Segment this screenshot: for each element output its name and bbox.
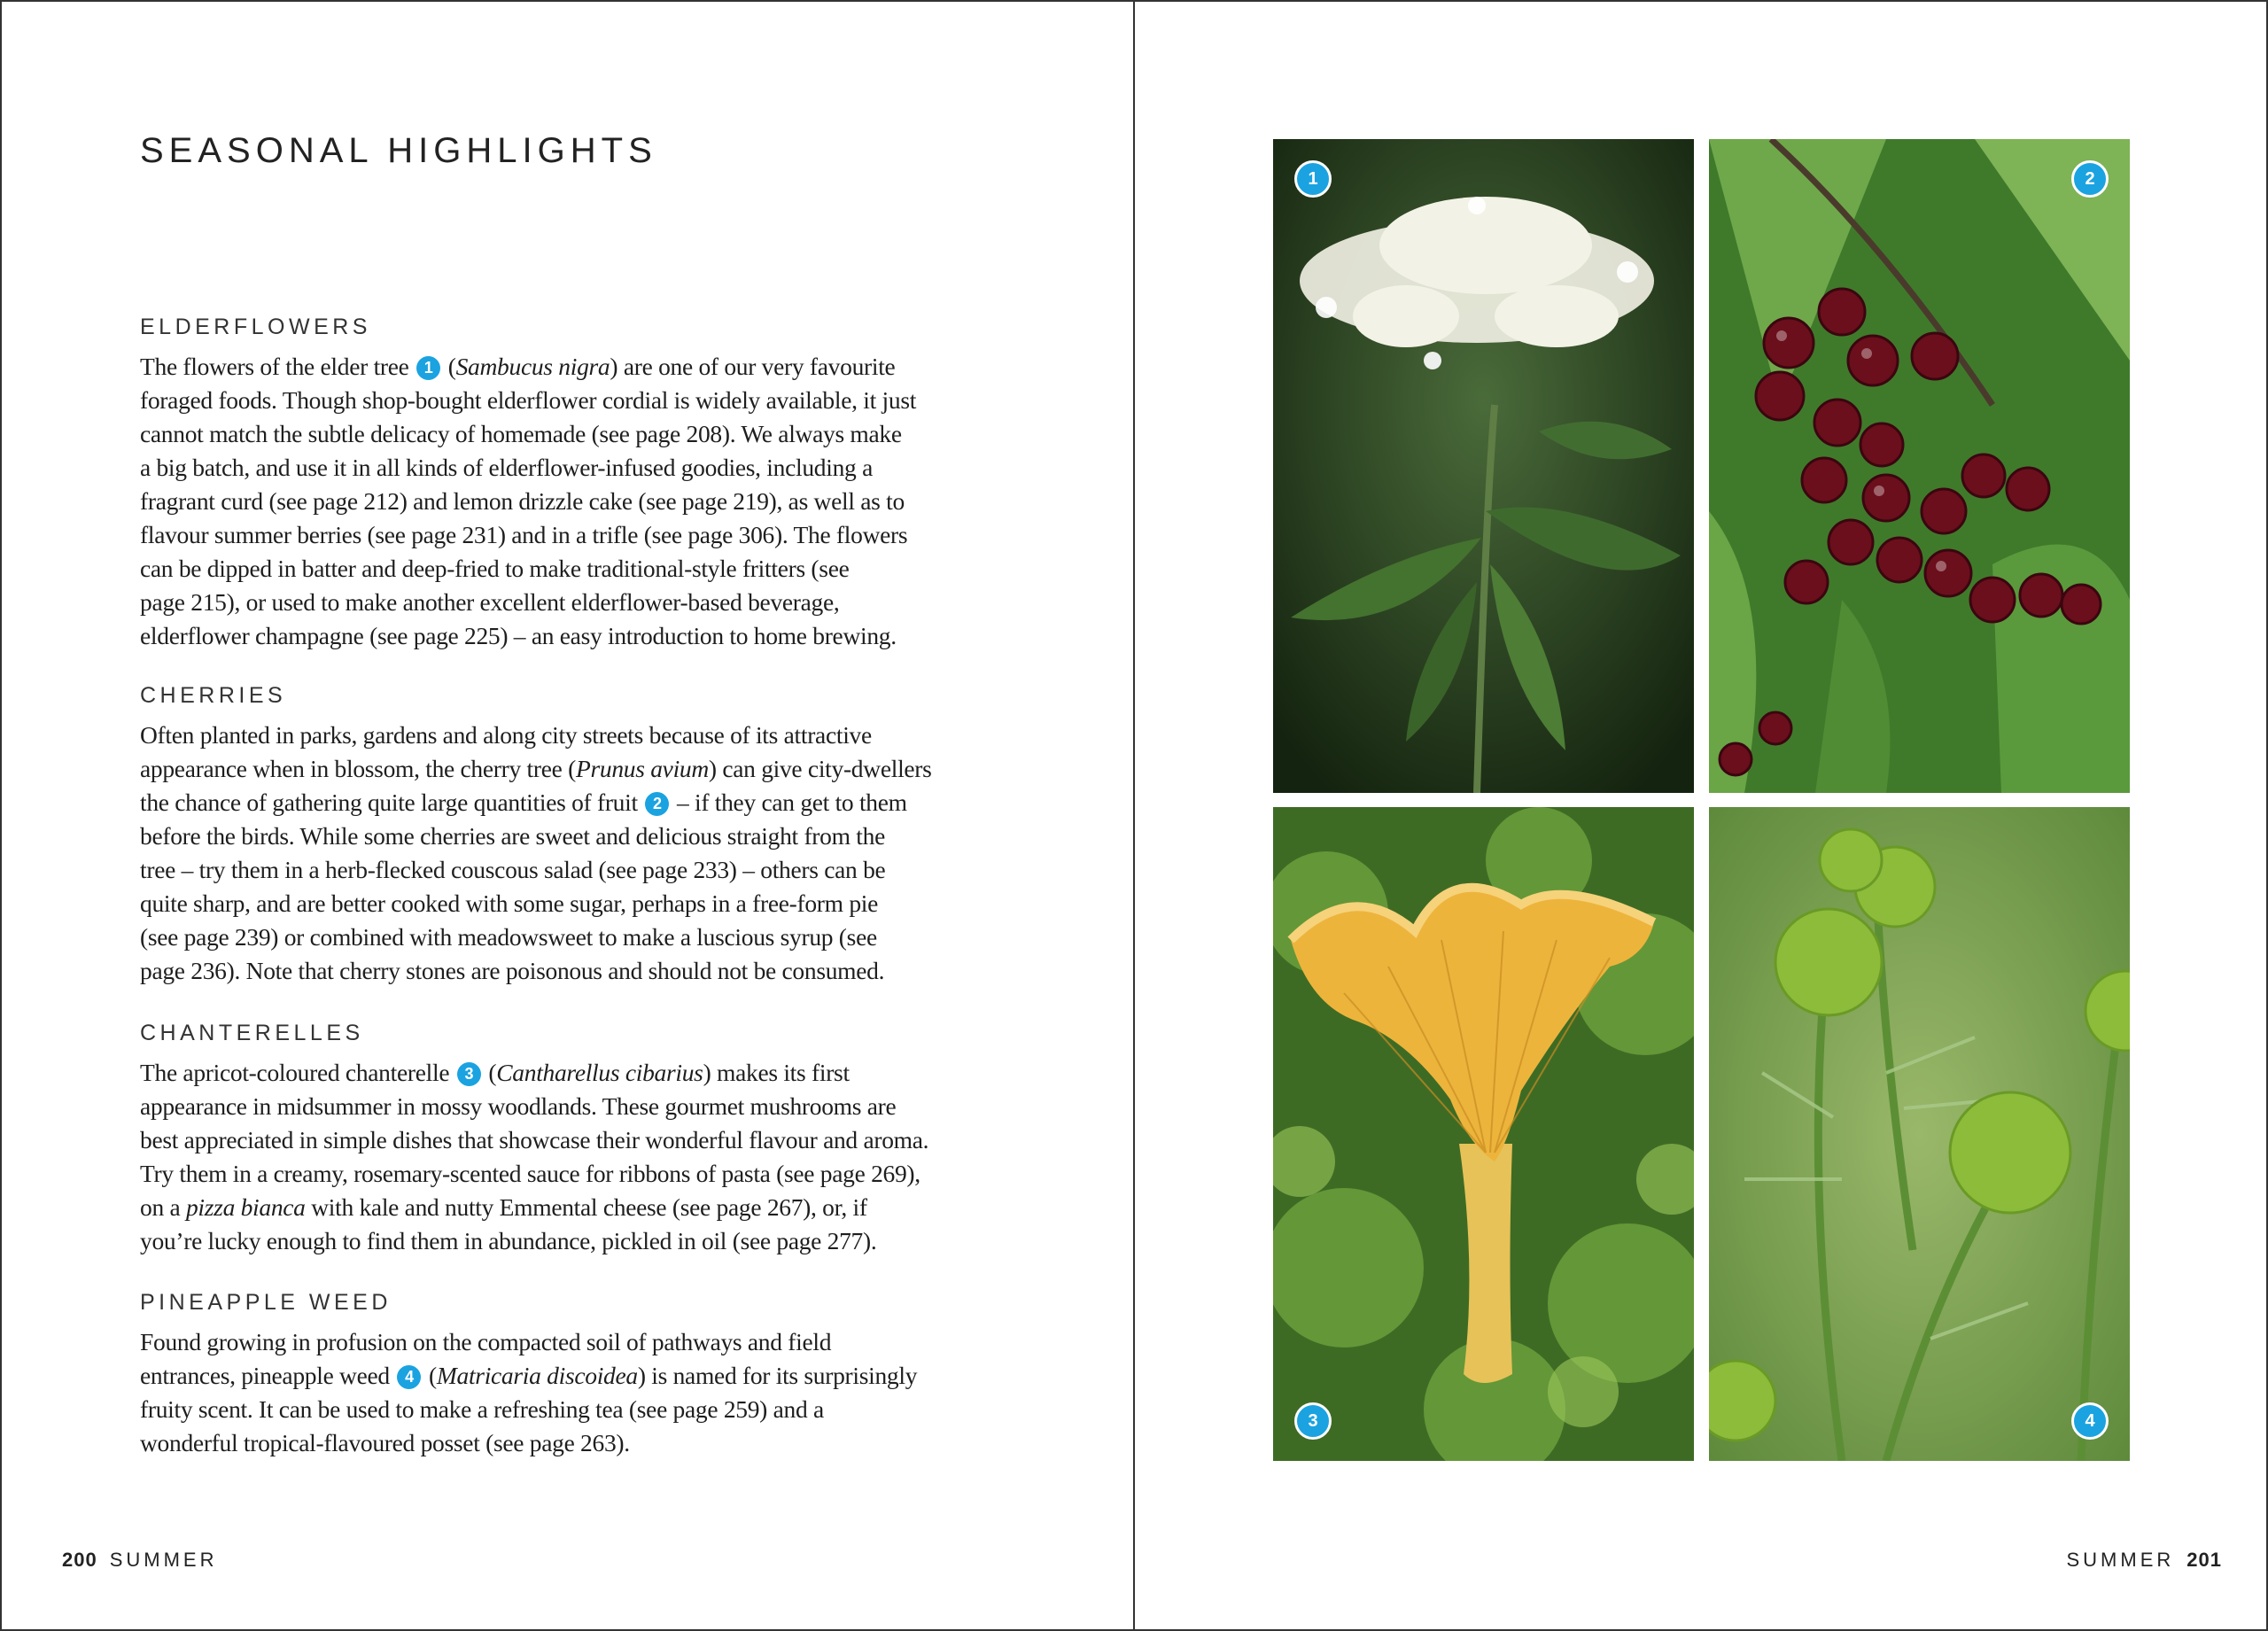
folio-left [62, 1549, 218, 1572]
text-run: on a [140, 1193, 186, 1221]
text-run: tree – try them in a herb-flecked couscous salad (see page 233) – others can be [140, 856, 886, 883]
photo-badge: 4 [2071, 1402, 2109, 1440]
text-run: before the birds. While some cherries are sweet and delicious straight from the [140, 822, 885, 850]
photo-reference-badge: 2 [645, 792, 669, 816]
text-run: a big batch, and use it in all kinds of elderflower-infused goodies, including a [140, 454, 873, 481]
text-run: with kale and nutty Emmental cheese (see page 267), or, if [305, 1193, 867, 1221]
body-text-line [140, 786, 1026, 819]
text-run: you’re lucky enough to find them in abundance, pickled in oil (see page 277). [140, 1227, 877, 1254]
text-run: fragrant curd (see page 212) and lemon drizzle cake (see page 219), as well as to [140, 487, 905, 515]
body-text-line [140, 853, 1026, 887]
text-run: quite sharp, and are better cooked with some sugar, perhaps in a free-form pie [140, 889, 879, 917]
text-run: page 236). Note that cherry stones are poisonous and should not be consumed. [140, 957, 885, 984]
text-run: ( [423, 1362, 437, 1389]
body-text-line [140, 954, 1026, 988]
body-text-line [140, 819, 1026, 853]
body-text-line [140, 1426, 1026, 1460]
latin-name: Matricaria discoidea [436, 1362, 638, 1389]
section-pineapple-weed [140, 1283, 1026, 1460]
body-text-line [140, 1393, 1026, 1426]
running-footer: SUMMER [109, 1549, 218, 1571]
section-elderflowers [140, 307, 1026, 653]
running-footer: SUMMER [2066, 1549, 2175, 1571]
photo-chanterelle [1273, 807, 1694, 1461]
body-text-line [140, 1224, 1026, 1258]
section-heading: CHERRIES [140, 683, 287, 708]
text-run: can be dipped in batter and deep-fried to make traditional-style fritters (see [140, 555, 850, 582]
body-text-line [140, 1359, 1026, 1393]
text-run: The apricot-coloured chanterelle [140, 1059, 455, 1086]
text-run: best appreciated in simple dishes that showcase their wonderful flavour and aroma. [140, 1126, 929, 1153]
text-run: ) is named for its surprisingly [637, 1362, 918, 1389]
text-run: appearance when in blossom, the cherry tree ( [140, 755, 576, 782]
text-run: flavour summer berries (see page 231) and in a trifle (see page 306). The flowers [140, 521, 908, 548]
folio-right [2067, 1549, 2223, 1572]
photo-reference-badge: 1 [416, 356, 440, 380]
text-run: ( [482, 1059, 497, 1086]
body-text-line [140, 920, 1026, 954]
photo-reference-badge: 3 [457, 1062, 481, 1086]
body-text-line [140, 1191, 1026, 1224]
text-run: ( [442, 353, 456, 380]
photo-pineapple-weed [1709, 807, 2130, 1461]
text-run: ) can give city-dwellers [708, 755, 932, 782]
body-text-line [140, 451, 1026, 485]
body-text-line [140, 619, 1026, 653]
photo-badge: 2 [2071, 160, 2109, 198]
body-text-line [140, 518, 1026, 552]
body-text-line [140, 1123, 1026, 1157]
text-run: Found growing in profusion on the compacted soil of pathways and field [140, 1328, 832, 1355]
section-cherries [140, 676, 1026, 988]
text-run: Often planted in parks, gardens and along city streets because of its attractive [140, 721, 872, 749]
body-text-line [140, 718, 1026, 752]
text-run: (see page 239) or combined with meadowsweet to make a luscious syrup (see [140, 923, 877, 951]
text-run: wonderful tropical-flavoured posset (see page 263). [140, 1429, 630, 1456]
body-text-line [140, 1157, 1026, 1191]
text-run: the chance of gathering quite large quantities of fruit [140, 788, 644, 816]
text-run: elderflower champagne (see page 225) – an easy introduction to home brewing. [140, 622, 897, 649]
photo-badge: 3 [1294, 1402, 1332, 1440]
text-run: appearance in midsummer in mossy woodlands. These gourmet mushrooms are [140, 1092, 897, 1120]
page-number: 201 [2186, 1549, 2222, 1571]
section-heading: ELDERFLOWERS [140, 315, 371, 339]
section-heading: PINEAPPLE WEED [140, 1290, 392, 1315]
latin-name: Sambucus nigra [455, 353, 610, 380]
page-number: 200 [62, 1549, 97, 1571]
text-run: ) are one of our very favourite [610, 353, 896, 380]
body-text-line [140, 384, 1026, 417]
text-run: page 215), or used to make another excellent elderflower-based beverage, [140, 588, 840, 616]
body-text-line [140, 586, 1026, 619]
body-text-line [140, 350, 1026, 384]
photo-badge: 1 [1294, 160, 1332, 198]
text-run: ) makes its first [703, 1059, 850, 1086]
photo-elderflower [1273, 139, 1694, 793]
body-text-line [140, 1056, 1026, 1090]
gutter-divider [1133, 0, 1135, 1631]
body-text-line [140, 552, 1026, 586]
body-text-line [140, 1325, 1026, 1359]
latin-name: pizza bianca [185, 1193, 306, 1221]
photo-reference-badge: 4 [397, 1365, 421, 1389]
text-run: cannot match the subtle delicacy of homemade (see page 208). We always make [140, 420, 902, 447]
body-text-line [140, 417, 1026, 451]
page-title: SEASONAL HIGHLIGHTS [140, 131, 657, 170]
section-heading: CHANTERELLES [140, 1021, 364, 1045]
text-run: fruity scent. It can be used to make a refreshing tea (see page 259) and a [140, 1395, 824, 1423]
text-run: The flowers of the elder tree [140, 353, 416, 380]
body-text-line [140, 1090, 1026, 1123]
body-text-line [140, 887, 1026, 920]
text-run: foraged foods. Though shop-bought elderflower cordial is widely available, it just [140, 386, 917, 414]
section-chanterelles [140, 1014, 1026, 1258]
text-run: entrances, pineapple weed [140, 1362, 396, 1389]
latin-name: Cantharellus cibarius [496, 1059, 703, 1086]
body-text-line [140, 485, 1026, 518]
latin-name: Prunus avium [575, 755, 709, 782]
body-text-line [140, 752, 1026, 786]
text-run: Try them in a creamy, rosemary-scented sauce for ribbons of pasta (see page 269), [140, 1160, 920, 1187]
text-run: – if they can get to them [671, 788, 907, 816]
photo-cherries [1709, 139, 2130, 793]
